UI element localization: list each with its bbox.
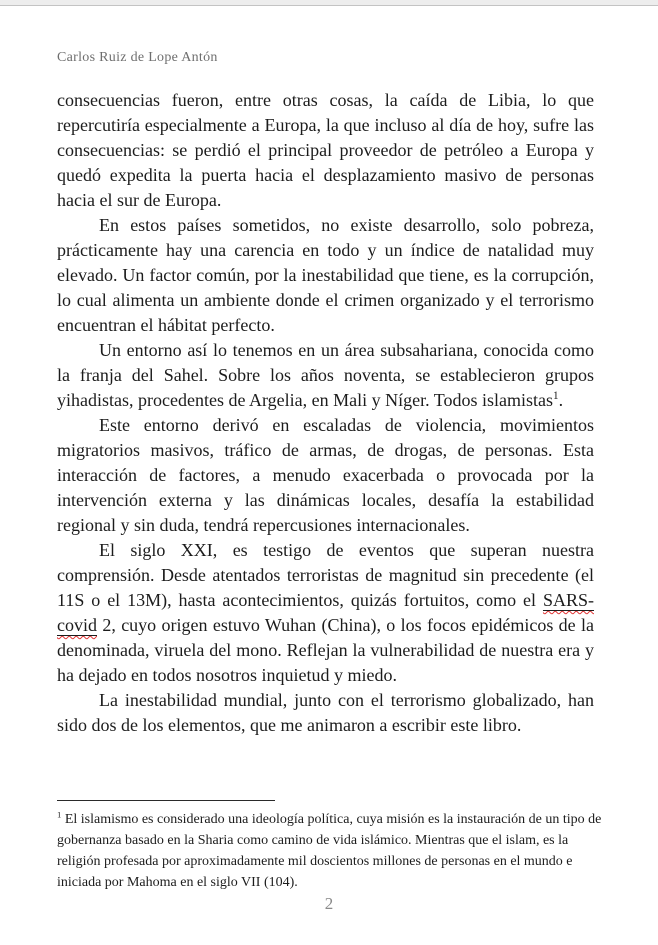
paragraph	[57, 538, 594, 688]
paragraph-text: 2, cuyo origen estuvo Wuhan (China), o los focos epidémicos de la denominada, viruela del mono. Reflejan la vulnerabilidad de nuestra era y ha dejado en todos nosotros inquietud y miedo.	[57, 615, 594, 685]
running-header-author: Carlos Ruiz de Lope Antón	[57, 50, 218, 65]
footnote-separator-line	[57, 800, 275, 801]
paragraph	[57, 338, 594, 413]
footnote-body: El islamismo es considerado una ideología política, cuya misión es la instauración de un tipo de gobernanza basado en la Sharia como camino de vida islámico. Mientras que el islam, es la religión profesada por aproximadamente mil doscientos millones de personas en el mundo e iniciada por Mahoma en el siglo VII (104).	[57, 812, 602, 890]
paragraph: La inestabilidad mundial, junto con el terrorismo globalizado, han sido dos de los elementos, que me animaron a escribir este libro.	[57, 690, 594, 735]
paragraph: Este entorno derivó en escaladas de violencia, movimientos migratorios masivos, tráfico de armas, de drogas, de personas. Esta interacción de factores, a menudo exacerbada o provocada por la intervención externa y las dinámicas locales, desafía la estabilidad regional y sin duda, tendrá repercusiones internacionales.	[57, 415, 594, 535]
paragraph-text: El siglo XXI, es testigo de eventos que superan nuestra comprensión. Desde atentados terroristas de magnitud sin precedente (el 11S o el 13M), hasta acontecimientos, quizás fortuitos, como el	[57, 540, 594, 610]
footnote-reference-mark: 1	[552, 390, 559, 402]
footnote-number: 1	[57, 809, 62, 820]
underlined-word: SARS-covid	[57, 590, 594, 635]
document-page[interactable]	[0, 6, 658, 945]
paragraph-text: Un entorno así lo tenemos en un área subsahariana, conocida como la franja del Sahel. Sobre los años noventa, se establecieron grupos yihadistas, procedentes de Argelia, en Mali y Níger. Todos islamistas	[57, 340, 594, 410]
paragraph-text: .	[558, 390, 564, 410]
page-number: 2	[324, 894, 334, 913]
body-text-area[interactable]	[57, 88, 594, 738]
paragraph: consecuencias fueron, entre otras cosas, la caída de Libia, lo que repercutiría especialmente a Europa, la que incluso al día de hoy, sufre las consecuencias: se perdió el principal proveedor de petróleo a Europa y quedó expedita la puerta hacia el desplazamiento masivo de personas hacia el sur de Europa.	[57, 90, 594, 210]
paragraph: En estos países sometidos, no existe desarrollo, solo pobreza, prácticamente hay una carencia en todo y un índice de natalidad muy elevado. Un factor común, por la inestabilidad que tiene, es la corrupción, lo cual alimenta un ambiente donde el crimen organizado y el terrorismo encuentran el hábitat perfecto.	[57, 215, 594, 335]
footnote-area	[57, 800, 605, 893]
footnote-text	[57, 809, 605, 893]
